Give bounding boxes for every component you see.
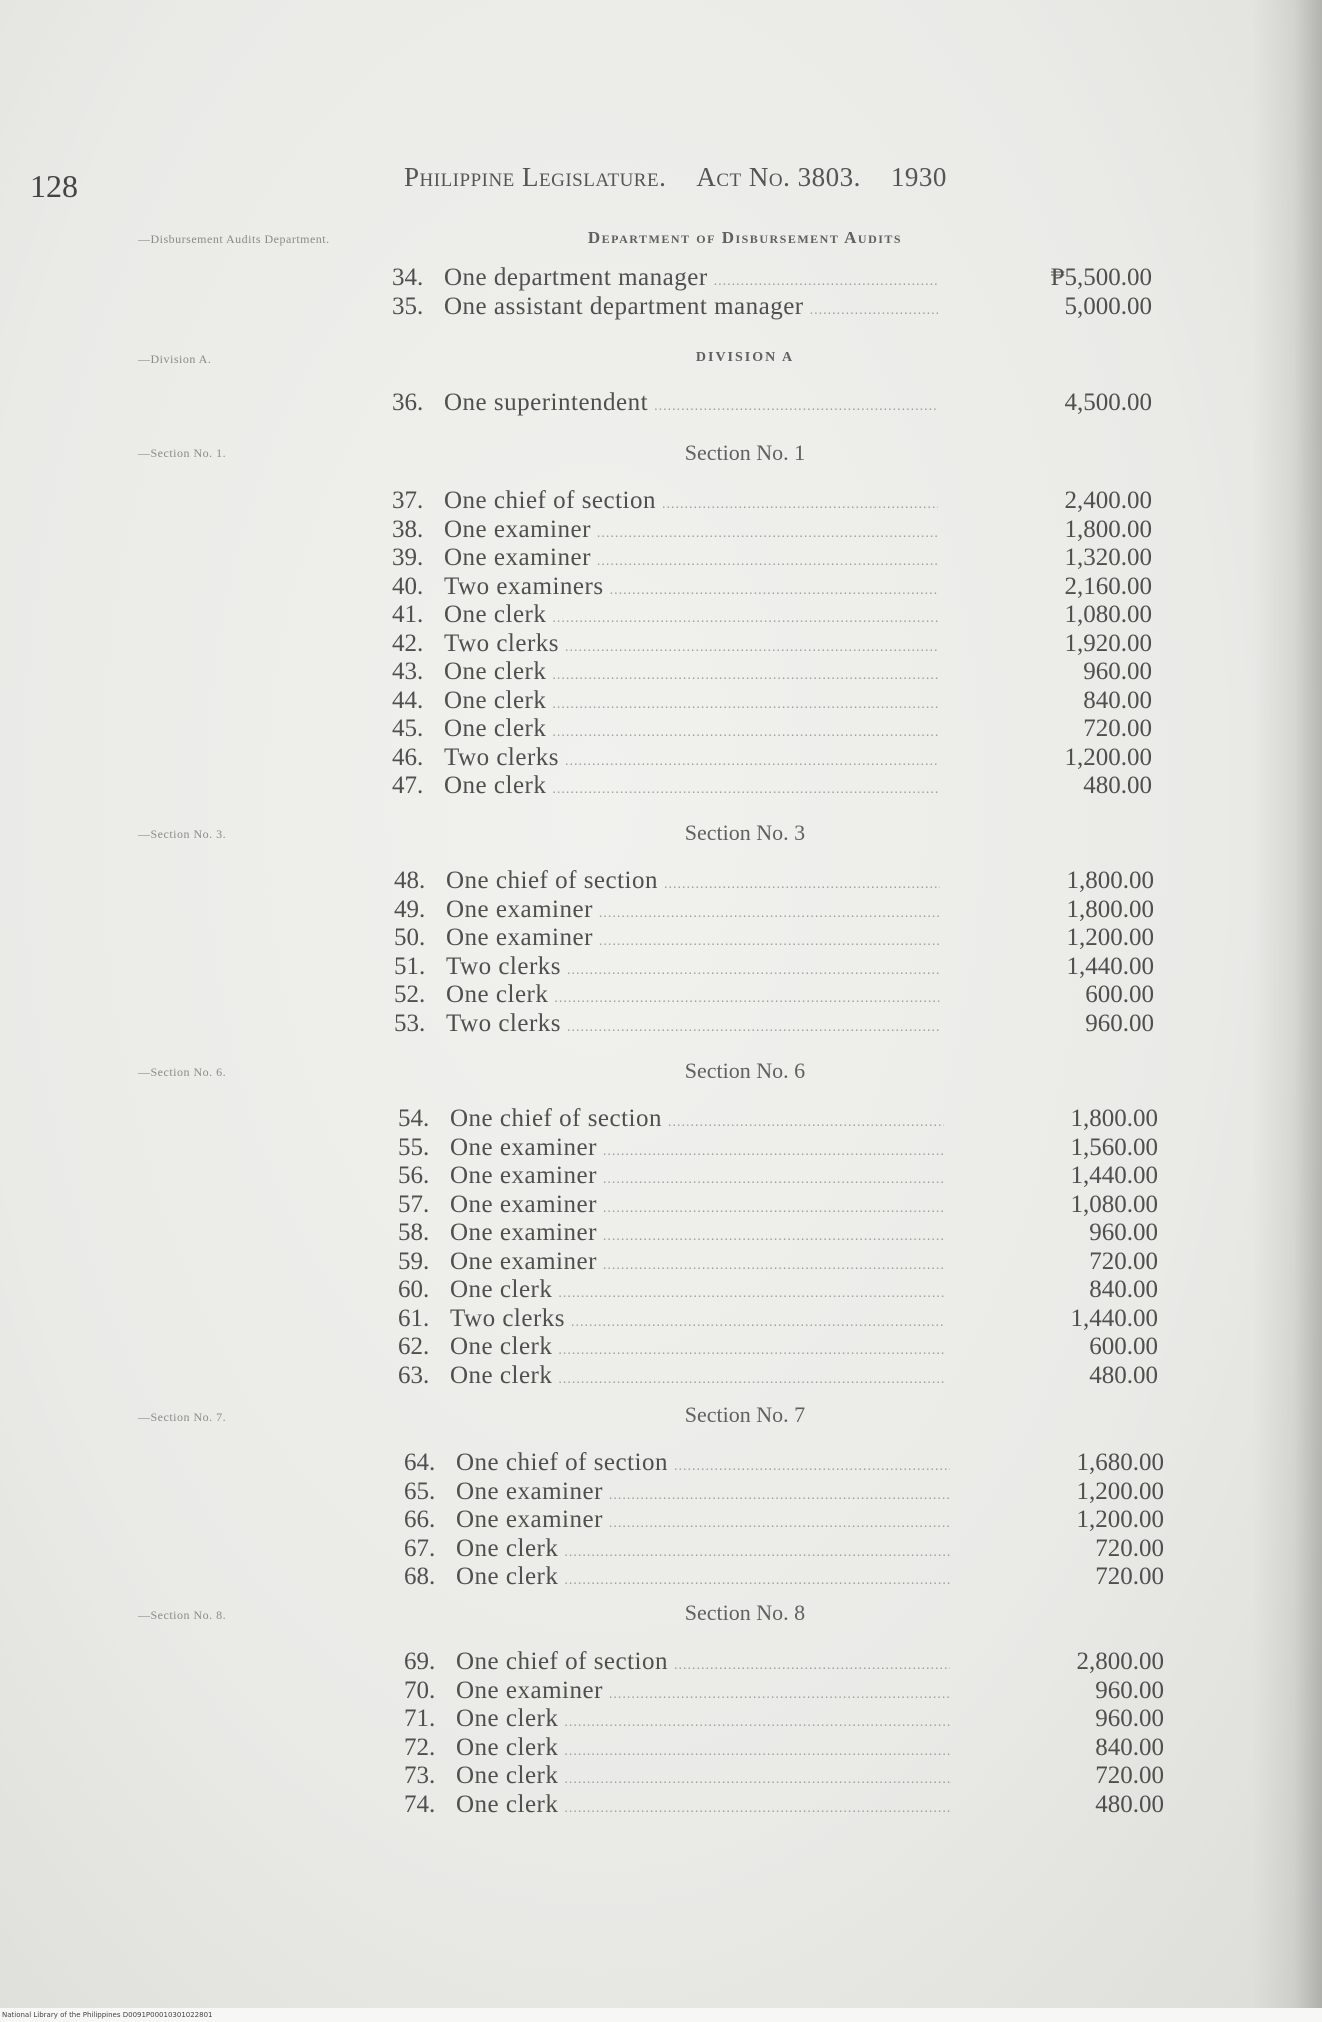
dot-leader [564,1567,950,1596]
position-row [404,1506,1164,1535]
item-number: 59. [398,1247,430,1275]
position-title: One clerk [444,715,547,742]
position-row [404,1449,1164,1478]
item-number: 42. [392,629,424,657]
position-row [398,1134,1158,1163]
position-title: One clerk [444,772,547,799]
running-head-year: 1930 [890,162,947,192]
salary-amount: 960.00 [1095,1676,1164,1704]
position-title: One clerk [450,1333,553,1360]
position-title: Two clerks [444,629,560,657]
item-number: 47. [392,772,424,799]
dot-leader [552,776,938,805]
item-number: 63. [398,1361,430,1389]
position-row [394,896,1154,925]
salary-amount: 960.00 [1083,658,1152,685]
salary-amount: 1,800.00 [1064,515,1152,543]
section-heading: Section No. 6 [684,1058,806,1083]
dot-leader [558,1366,944,1395]
margin-note: —Section No. 7. [138,1410,227,1424]
salary-amount: 1,800.00 [1070,1105,1158,1132]
position-title: One examiner [450,1219,597,1246]
section-heading: Department of Disbursement Audits [587,228,903,247]
position-list [394,867,1154,1038]
item-number: 50. [394,924,426,951]
item-number: 38. [392,515,424,543]
page-number: 128 [30,168,78,204]
position-title: One chief of section [446,867,659,894]
position-row [392,630,1152,659]
margin-note: —Section No. 3. [138,827,227,841]
position-row [392,573,1152,602]
item-number: 49. [394,895,426,923]
item-number: 74. [404,1790,436,1818]
salary-amount: 1,320.00 [1064,544,1152,571]
dot-leader [810,297,938,326]
position-title: One assistant department manager [444,292,804,320]
salary-amount: 1,560.00 [1070,1133,1158,1161]
item-number: 65. [404,1477,436,1505]
dot-leader [564,1795,950,1824]
position-title: One chief of section [444,487,657,514]
position-row [404,1734,1164,1763]
section-heading: Section No. 3 [684,820,806,845]
item-number: 36. [392,389,424,416]
position-list [392,487,1152,801]
salary-amount: 2,800.00 [1076,1648,1164,1675]
item-number: 51. [394,952,426,980]
position-title: One examiner [450,1190,597,1218]
item-number: 48. [394,867,426,894]
salary-amount: 600.00 [1085,981,1154,1008]
salary-amount: 4,500.00 [1064,389,1152,416]
item-number: 66. [404,1506,436,1533]
item-number: 61. [398,1304,430,1332]
position-title: One examiner [456,1477,603,1505]
position-title: One examiner [450,1162,597,1189]
position-row [398,1162,1158,1191]
position-title: One examiner [450,1133,597,1161]
position-list [392,264,1152,321]
position-title: One clerk [456,1762,559,1789]
item-number: 46. [392,743,424,771]
margin-note: —Disbursement Audits Department. [138,232,330,246]
position-row [398,1219,1158,1248]
position-row [392,772,1152,801]
salary-amount: 1,440.00 [1070,1304,1158,1332]
position-row [392,687,1152,716]
salary-amount: 480.00 [1095,1790,1164,1818]
section-heading: Section No. 7 [684,1402,806,1427]
item-number: 68. [404,1563,436,1590]
position-row [392,715,1152,744]
position-title: One examiner [456,1506,603,1533]
item-number: 58. [398,1219,430,1246]
position-title: One clerk [444,686,547,714]
item-number: 55. [398,1133,430,1161]
item-number: 43. [392,658,424,685]
margin-note: —Section No. 6. [138,1065,227,1079]
salary-amount: 960.00 [1095,1705,1164,1732]
position-title: One clerk [456,1534,559,1562]
position-title: One examiner [444,515,591,543]
position-title: One clerk [456,1733,559,1761]
position-title: One chief of section [456,1449,669,1476]
position-title: One clerk [446,981,549,1008]
section-heading: Section No. 1 [684,440,806,465]
salary-amount: 480.00 [1089,1361,1158,1389]
salary-amount: 480.00 [1083,772,1152,799]
salary-amount: 600.00 [1089,1333,1158,1360]
position-row [404,1535,1164,1564]
position-title: Two examiners [444,572,604,600]
position-title: One examiner [444,544,591,571]
running-head-title: Philippine Legislature. [404,162,667,192]
salary-amount: 960.00 [1089,1219,1158,1246]
position-row [392,601,1152,630]
position-list [404,1449,1164,1592]
item-number: 53. [394,1009,426,1037]
margin-note: —Section No. 8. [138,1608,227,1622]
position-row [394,953,1154,982]
position-title: One clerk [450,1276,553,1303]
salary-amount: 720.00 [1095,1534,1164,1562]
salary-amount: 1,080.00 [1070,1190,1158,1218]
item-number: 37. [392,487,424,514]
salary-amount: 1,200.00 [1076,1477,1164,1505]
item-number: 40. [392,572,424,600]
position-title: Two clerks [446,952,562,980]
position-title: One examiner [450,1247,597,1275]
margin-note: —Section No. 1. [138,446,227,460]
position-row [404,1478,1164,1507]
salary-amount: 1,440.00 [1070,1162,1158,1189]
salary-amount: 1,440.00 [1066,952,1154,980]
position-title: One clerk [456,1790,559,1818]
position-title: One department manager [444,264,708,291]
salary-amount: 720.00 [1095,1563,1164,1590]
salary-amount: 1,200.00 [1064,743,1152,771]
position-row [392,658,1152,687]
position-row [394,867,1154,896]
position-row [392,293,1152,322]
position-title: Two clerks [444,743,560,771]
salary-amount: 1,680.00 [1076,1449,1164,1476]
position-list [398,1105,1158,1390]
salary-amount: 5,000.00 [1064,292,1152,320]
item-number: 56. [398,1162,430,1189]
position-title: One clerk [456,1705,559,1732]
page-spine-shadow [1252,0,1322,2022]
position-row [404,1791,1164,1820]
item-number: 57. [398,1190,430,1218]
position-row [398,1105,1158,1134]
item-number: 70. [404,1676,436,1704]
dot-leader [654,393,938,422]
item-number: 69. [404,1648,436,1675]
salary-amount: 1,800.00 [1066,895,1154,923]
position-title: Two clerks [450,1304,566,1332]
position-row [404,1762,1164,1791]
salary-amount: 840.00 [1095,1733,1164,1761]
item-number: 72. [404,1733,436,1761]
position-row [394,981,1154,1010]
position-title: Two clerks [446,1009,562,1037]
position-title: One chief of section [456,1648,669,1675]
position-title: One superintendent [444,389,649,416]
salary-amount: 2,160.00 [1064,572,1152,600]
salary-amount: 1,080.00 [1064,601,1152,628]
item-number: 73. [404,1762,436,1789]
item-number: 39. [392,544,424,571]
position-row [404,1677,1164,1706]
position-title: One clerk [444,658,547,685]
section-heading: Section No. 8 [684,1600,806,1625]
position-row [392,544,1152,573]
position-row [398,1305,1158,1334]
position-row [392,389,1152,418]
item-number: 41. [392,601,424,628]
item-number: 60. [398,1276,430,1303]
position-row [398,1191,1158,1220]
position-title: One chief of section [450,1105,663,1132]
item-number: 45. [392,715,424,742]
running-head-act: Act No. 3803. [696,162,861,192]
running-head [404,162,947,193]
dot-leader [567,1014,940,1043]
item-number: 62. [398,1333,430,1360]
position-row [404,1563,1164,1592]
margin-note: —Division A. [138,352,212,366]
item-number: 64. [404,1449,436,1476]
position-row [398,1276,1158,1305]
position-list [404,1648,1164,1819]
item-number: 54. [398,1105,430,1132]
position-row [392,516,1152,545]
position-row [392,487,1152,516]
position-row [398,1248,1158,1277]
salary-amount: 720.00 [1083,715,1152,742]
salary-amount: ₱5,500.00 [1050,264,1152,291]
position-row [398,1333,1158,1362]
section-heading: DIVISION A [695,350,795,365]
item-number: 44. [392,686,424,714]
position-row [392,744,1152,773]
position-row [394,1010,1154,1039]
item-number: 35. [392,292,424,320]
position-row [404,1705,1164,1734]
position-row [394,924,1154,953]
item-number: 34. [392,264,424,291]
position-title: One examiner [456,1676,603,1704]
position-title: One examiner [446,895,593,923]
salary-amount: 1,200.00 [1066,924,1154,951]
position-title: One clerk [456,1563,559,1590]
position-title: One clerk [444,601,547,628]
item-number: 52. [394,981,426,1008]
salary-amount: 960.00 [1085,1009,1154,1037]
position-row [398,1362,1158,1391]
salary-amount: 840.00 [1083,686,1152,714]
salary-amount: 840.00 [1089,1276,1158,1303]
position-title: One examiner [446,924,593,951]
position-title: One clerk [450,1361,553,1389]
item-number: 67. [404,1534,436,1562]
position-list [392,389,1152,418]
salary-amount: 1,200.00 [1076,1506,1164,1533]
salary-amount: 1,800.00 [1066,867,1154,894]
item-number: 71. [404,1705,436,1732]
position-row [392,264,1152,293]
scan-footer: National Library of the Philippines D0091P00010301022801 [0,2008,1322,2022]
position-row [404,1648,1164,1677]
salary-amount: 1,920.00 [1064,629,1152,657]
salary-amount: 2,400.00 [1064,487,1152,514]
salary-amount: 720.00 [1089,1247,1158,1275]
salary-amount: 720.00 [1095,1762,1164,1789]
